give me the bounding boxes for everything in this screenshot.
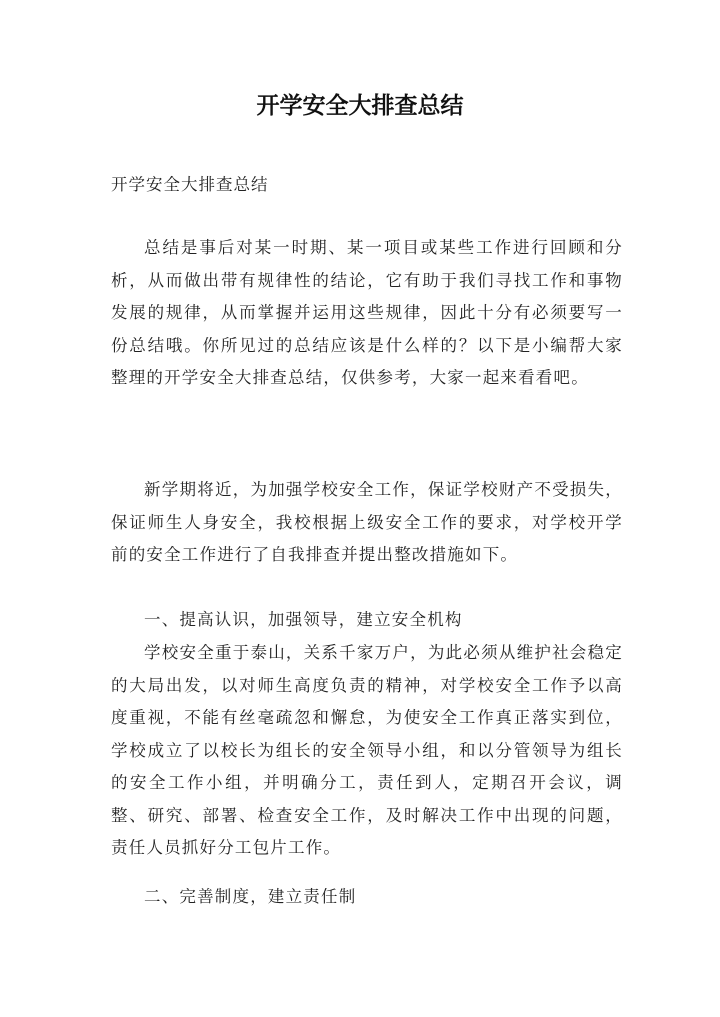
intro-paragraph: 总结是事后对某一时期、某一项目或某些工作进行回顾和分析，从而做出带有规律性的结论，它有助于我们寻找工作和事物发展的规律，从而掌握并运用这些规律，因此十分有必须要写一份总结哦。你所见过的总结应该是什么样的？以下是小编帮大家整理的开学安全大排查总结，仅供参考，大家一起来看看吧。 — [111, 238, 623, 387]
section-heading-2: 二、完善制度，建立责任制 — [144, 887, 357, 906]
new-term-paragraph: 新学期将近，为加强学校安全工作，保证学校财产不受损失，保证师生人身安全，我校根据上级安全工作的要求，对学校开学前的安全工作进行了自我排查并提出整改措施如下。 — [111, 480, 623, 564]
document-subtitle: 开学安全大排查总结 — [111, 175, 269, 194]
document-title: 开学安全大排查总结 — [256, 93, 464, 119]
safety-paragraph: 学校安全重于泰山，关系千家万户，为此必须从维护社会稳定的大局出发，以对师生高度负责的精神，对学校安全工作予以高度重视，不能有丝毫疏忽和懈怠，为使安全工作真正落实到位，学校成立了以校长为组长的安全领导小组，和以分管领导为组长的安全工作小组，并明确分工，责任到人，定期召开会议，调整、研究、部署、检查安全工作，及时解决工作中出现的问题，责任人员抓好分工包片工作。 — [111, 643, 623, 857]
section-heading-1: 一、提高认识，加强领导，建立安全机构 — [144, 610, 463, 629]
